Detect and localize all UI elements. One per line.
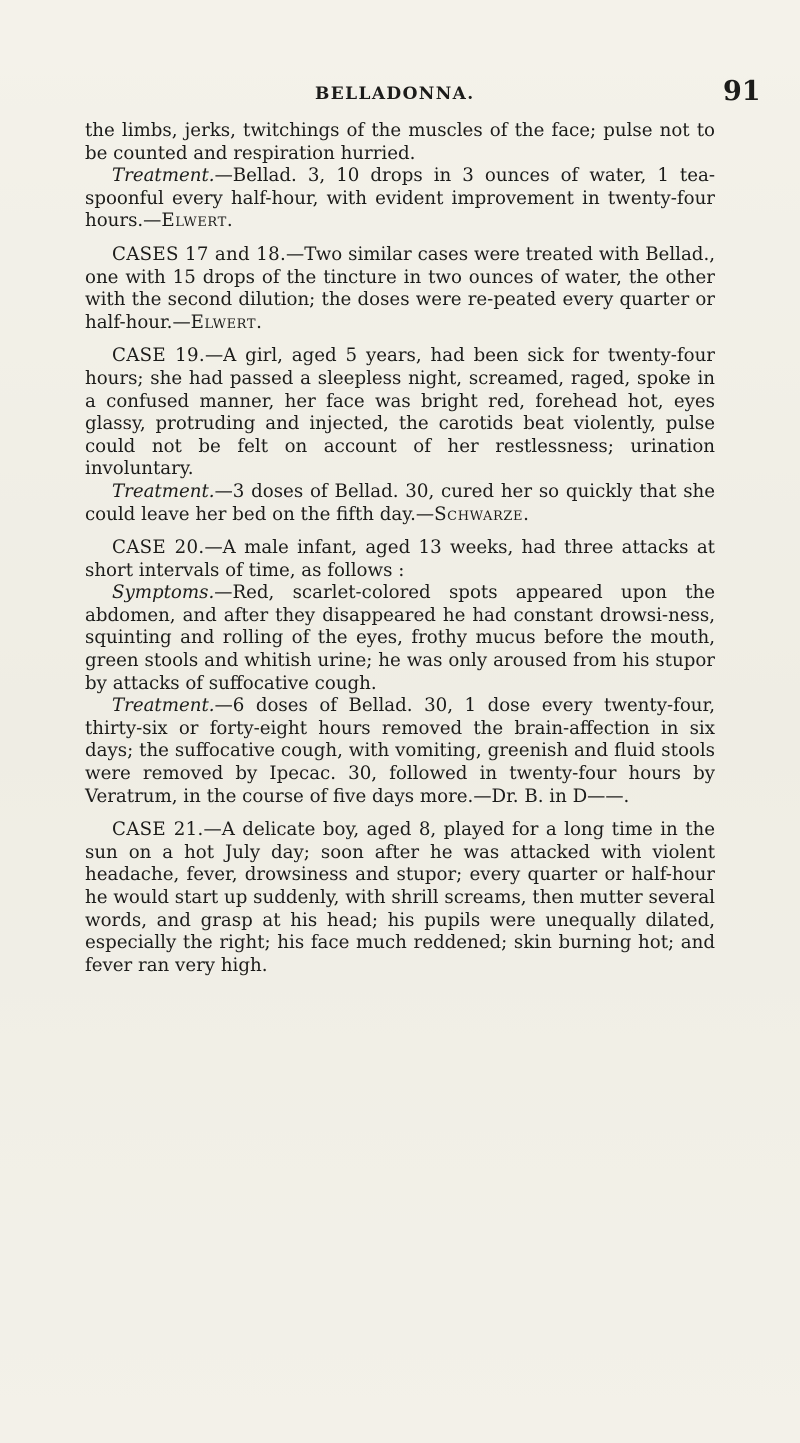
case-heading: CASES 17 and 18. xyxy=(112,243,287,265)
running-head: BELLADONNA. xyxy=(315,84,475,104)
paragraph-case-20 xyxy=(85,537,715,582)
paragraph-treatment xyxy=(85,481,715,526)
paragraph-text: —3 doses of Bellad. 30, cured her so quickly that she could leave her bed on the fifth day.— xyxy=(85,480,715,525)
paragraph-text: —A delicate boy, aged 8, played for a long time in the sun on a hot July day; soon after he was attacked with violent headache, fever, drowsiness and stupor; every quarter or half-hour he would start up suddenly, with shrill screams, then mutter several words, and grasp at his head; his pupils were unequally dilated, especially the right; his face much reddened; skin burning hot; and fever ran very high. xyxy=(85,819,715,976)
paragraph-text: —Red, scarlet-colored spots appeared upon the abdomen, and after they disappeared he had constant drowsi-ness, squinting and rolling of the eyes, frothy mucus before the mouth, green stools and whitish urine; he was only aroused from his stupor by attacks of suffocative cough. xyxy=(85,582,715,694)
author-attribution: Elwert. xyxy=(190,311,263,333)
case-heading: CASE 20. xyxy=(112,537,205,559)
case-heading: CASE 21. xyxy=(112,819,204,841)
paragraph-text: —Two similar cases were treated with Bellad., one with 15 drops of the tincture in two ounces of water, the other with the second dilution; the doses were re-peated every quarter or half-hour.— xyxy=(85,243,716,333)
paragraph-text: —A girl, aged 5 years, had been sick for twenty-four hours; she had passed a sleepless night, screamed, raged, spoke in a confused manner, her face was bright red, forehead hot, eyes glassy, protruding and injected, the carotids beat violently, pulse could not be felt on account of her restlessness; urination involuntary. xyxy=(85,345,715,480)
paragraph-label: Treatment. xyxy=(112,695,215,717)
paragraph-label: Symptoms. xyxy=(112,582,215,604)
paragraph-text: the limbs, jerks, twitchings of the muscles of the face; pulse not to be counted and respiration hurried. xyxy=(85,120,715,164)
paragraph-text: —Bellad. 3, 10 drops in 3 ounces of water, 1 tea-spoonful every half-hour, with evident improvement in twenty-four hours.— xyxy=(85,165,715,232)
case-heading: CASE 19. xyxy=(112,345,205,367)
page-number: 91 xyxy=(723,76,761,107)
body-text xyxy=(85,120,715,977)
author-attribution: Elwert. xyxy=(161,210,234,232)
paragraph-case-19 xyxy=(85,345,715,481)
paragraph-continuation xyxy=(85,120,715,165)
page-header xyxy=(0,76,800,110)
paragraph-label: Treatment. xyxy=(112,165,215,187)
paragraph-text: —6 doses of Bellad. 30, 1 dose every twenty-four, thirty-six or forty-eight hours removed the brain-affection in six days; the suffocative cough, with vomiting, greenish and fluid stools were removed by Ipecac. 30, followed in twenty-four hours by Veratrum, in the course of five days more.—Dr. B. in D——. xyxy=(85,695,715,807)
author-attribution: Schwarze. xyxy=(434,503,530,525)
paragraph-treatment xyxy=(85,695,715,808)
paragraph-treatment xyxy=(85,165,715,233)
paragraph-case-21 xyxy=(85,819,715,977)
paragraph-cases-17-18 xyxy=(85,244,715,334)
paragraph-label: Treatment. xyxy=(112,480,215,502)
paragraph-symptoms xyxy=(85,582,715,695)
paragraph-text: —A male infant, aged 13 weeks, had three attacks at short intervals of time, as follows : xyxy=(85,537,715,581)
